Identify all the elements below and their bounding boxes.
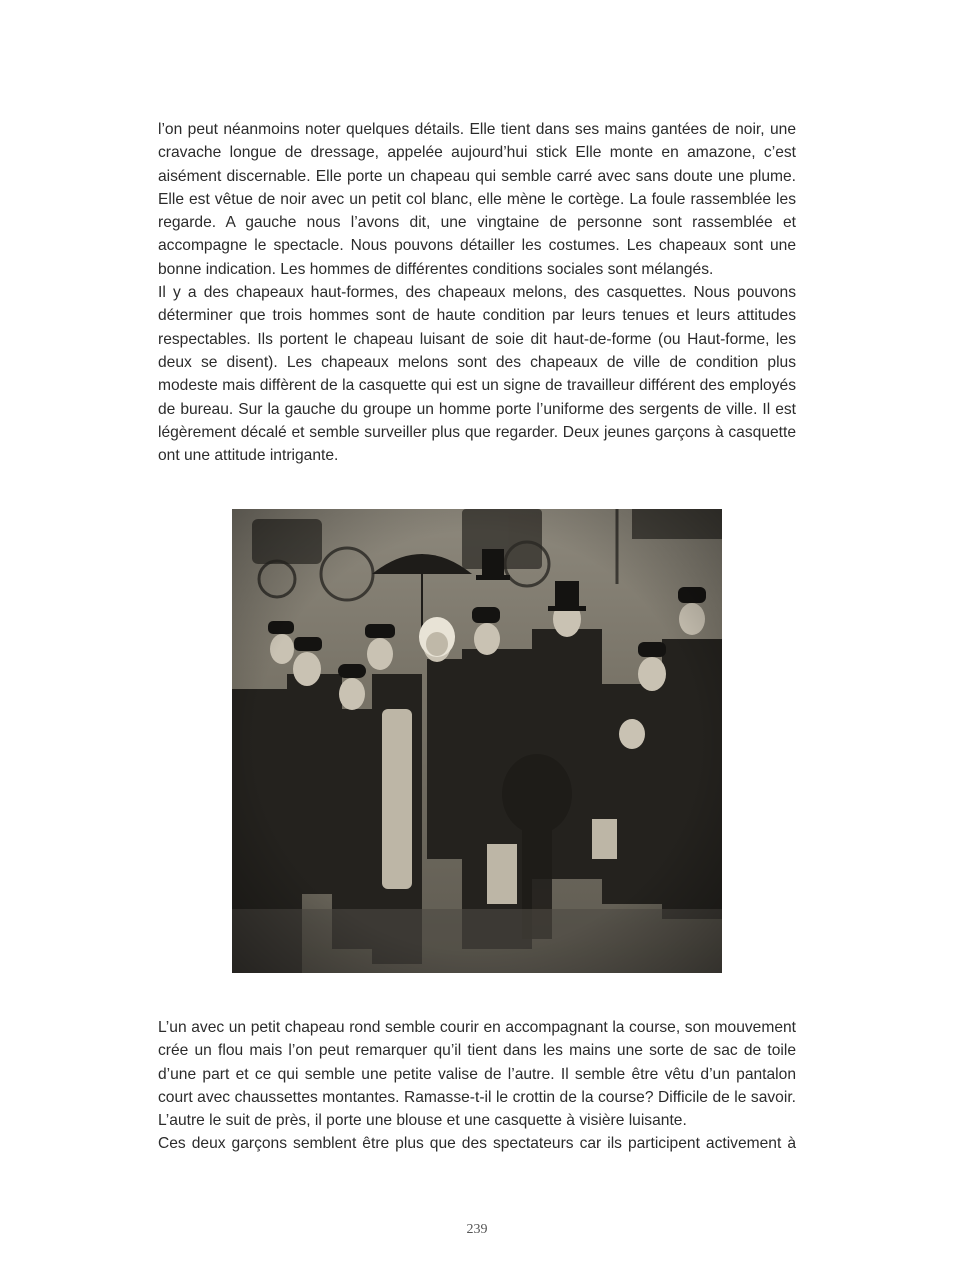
paragraph: Il y a des chapeaux haut-formes, des chapeaux melons, des casquettes. Nous pouvons déterminer que trois hommes sont de haute condition par leurs tenues et leurs attitudes respectables. Ils portent le chapeau luisant de soie dit haut-de-forme (ou Haut-forme, les deux se disent). Les chapeaux melons sont des chapeaux de ville de condition plus modeste mais diffèrent de la casquette qui est un signe de travailleur différent des employés de bureau. Sur la gauche du groupe un homme porte l’uniforme des sergents de ville. Il est légèrement décalé et semble surveiller plus que regarder. Deux jeunes garçons à casquette ont une attitude intrigante. <box>158 284 796 465</box>
bottom-text-block <box>158 1016 796 1156</box>
crowd-photo-illustration <box>232 509 722 973</box>
paragraph: l’on peut néanmoins noter quelques détails. Elle tient dans ses mains gantées de noir, une cravache longue de dressage, appelée aujourd’hui stick Elle monte en amazone, c’est aisément discernable. Elle porte un chapeau qui semble carré avec sans doute une plume. Elle est vêtue de noir avec un petit col blanc, elle mène le cortège. La foule rassemblée les regarde. A gauche nous l’avons dit, une vingtaine de personne sont rassemblée et accompagne le spectacle. Nous pouvons détailler les costumes. Les chapeaux sont une bonne indication. Les hommes de différentes conditions sociales sont mélangés. <box>158 121 796 278</box>
paragraph: L’un avec un petit chapeau rond semble courir en accompagnant la course, son mouvement crée un flou mais l’on peut remarquer qu’il tient dans les mains une sorte de sac de toile d’une part et ce qui semble une petite valise de l’autre. Il semble être vêtu d’un pantalon court avec chaussettes montantes. Ramasse-t-il le crottin de la course? Difficile de le savoir. L’autre le suit de près, il porte une blouse et une casquette à visière luisante. <box>158 1019 796 1130</box>
archival-photograph <box>232 509 722 973</box>
paragraph: Ces deux garçons semblent être plus que des spectateurs car ils participent activement à <box>158 1135 796 1153</box>
top-text-block <box>158 118 796 467</box>
page-number: 239 <box>466 1222 488 1237</box>
